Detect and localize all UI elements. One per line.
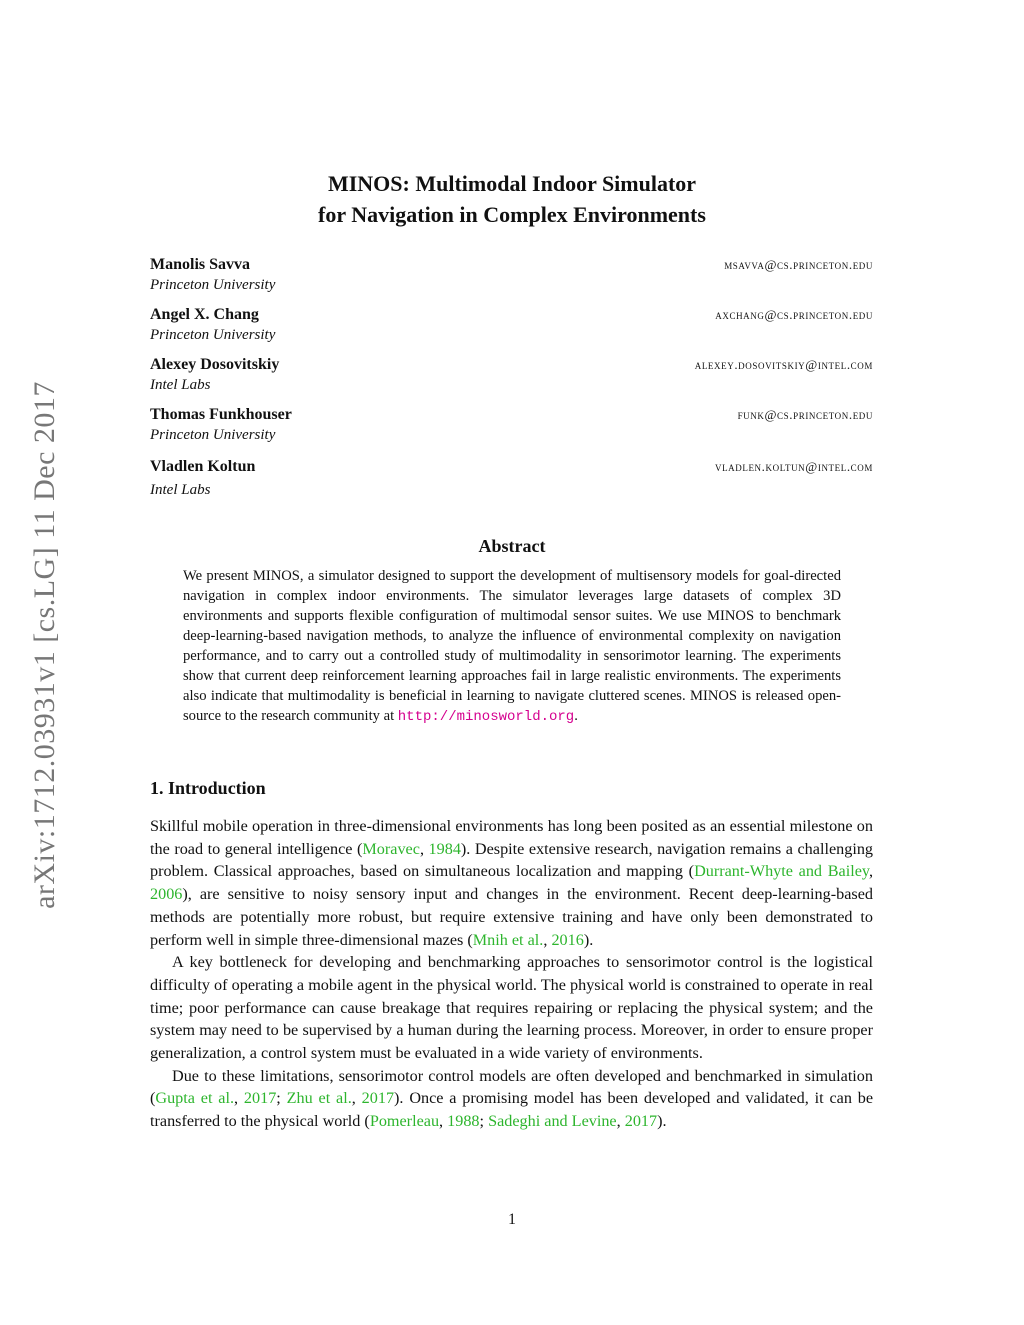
abstract-heading: Abstract [478, 536, 546, 556]
paper-title [0, 168, 1024, 230]
author-email[interactable]: axchang@cs.princeton.edu [715, 307, 873, 322]
author-block [150, 404, 873, 456]
citation-year-link[interactable]: 2017 [361, 1089, 395, 1108]
author-affiliation: Princeton University [150, 277, 276, 293]
citation-link[interactable]: Moravec [362, 839, 420, 858]
citation-link[interactable]: Zhu et al. [286, 1089, 352, 1108]
citation-year-link[interactable]: 1988 [447, 1112, 480, 1131]
citation-link[interactable]: Durrant-Whyte and Bailey [694, 862, 869, 881]
author-affiliation: Intel Labs [150, 482, 211, 498]
abstract-body: We present MINOS, a simulator designed to support the development of multisensory models for goal-directed navigation in complex indoor environments. The simulator leverages large datasets of complex 3D environments and supports flexible configuration of multimodal sensor suites. We use MINOS to benchmark deep-learning-based navigation methods, to analyze the influence of environmental complexity on navigation performance, and to carry out a controlled study of multimodality in sensorimotor learning. The experiments show that current deep reinforcement learning approaches fail in large realistic environments. The experiments also indicate that multimodality is beneficial in learning to navigate cluttered scenes. MINOS is released open-source to the research community at http://minosworld.org. [183, 568, 841, 725]
page-number: 1 [508, 1211, 516, 1228]
section-heading-introduction: 1. Introduction [150, 778, 266, 798]
citation-link[interactable]: Pomerleau [369, 1112, 440, 1131]
author-email[interactable]: funk@cs.princeton.edu [737, 407, 873, 422]
title-line-1: MINOS: Multimodal Indoor Simulator [327, 171, 697, 196]
citation-link[interactable]: Mnih et al. [472, 930, 544, 949]
citation-link[interactable]: Gupta et al. [155, 1089, 235, 1108]
author-email[interactable]: msavva@cs.princeton.edu [724, 257, 873, 272]
paragraph-1: Skillful mobile operation in three-dimensional environments has long been posited as an essential milestone on the road to general intelligence (Moravec, 1984). Despite extensive research, navigation remains a challenging problem. Classical approaches, based on simultaneous localization and mapping (Durrant-Whyte and Bailey, 2006), are sensitive to noisy sensory input and changes in the environment. Recent deep-learning-based methods are potentially more robust, but require extensive training and have only been demonstrated to perform well in simple three-dimensional mazes (Mnih et al., 2016). [150, 817, 874, 949]
citation-link[interactable]: Sadeghi and Levine [488, 1112, 617, 1131]
citation-year-link[interactable]: 2016 [551, 930, 584, 949]
author-affiliation: Princeton University [150, 327, 276, 343]
abstract-text: We present MINOS, a simulator designed to support the development of multisensory models for goal-directed navigation in complex indoor environments. The simulator leverages large datasets of complex 3D environments and supports flexible configuration of multimodal sensor suites. We use MINOS to benchmark deep-learning-based navigation methods, to analyze the influence of environmental complexity on navigation performance, and to carry out a controlled study of multimodality in sensorimotor learning. The experiments show that current deep reinforcement learning approaches fail in large realistic environments. The experiments also indicate that multimodality is beneficial in learning to navigate cluttered scenes. MINOS is released open-source to the research community at [183, 568, 841, 724]
paragraph-3: Due to these limitations, sensorimotor control models are often developed and benchmarked in simulation (Gupta et al., 2017; Zhu et al., 2017). Once a promising model has been developed and validated, it can be transferred to the physical world (Pomerleau, 1988; Sadeghi and Levine, 2017). [150, 1066, 874, 1131]
citation-year-link[interactable]: 1984 [428, 839, 461, 858]
author-name: Manolis Savva [150, 256, 251, 273]
author-name: Thomas Funkhouser [150, 406, 292, 423]
author-block [150, 254, 873, 304]
citation-year-link[interactable]: 2017 [243, 1089, 277, 1108]
author-block [150, 304, 873, 354]
author-name: Angel X. Chang [150, 306, 259, 323]
citation-year-link[interactable]: 2017 [624, 1112, 658, 1131]
author-block [150, 354, 873, 404]
author-email[interactable]: vladlen.koltun@intel.com [714, 459, 873, 474]
project-url-link[interactable]: http://minosworld.org [397, 709, 575, 725]
author-affiliation: Princeton University [150, 427, 276, 443]
introduction-body [150, 815, 873, 1133]
author-email[interactable]: alexey.dosovitskiy@intel.com [694, 357, 873, 372]
citation-year-link[interactable]: 2006 [150, 885, 183, 904]
author-name: Alexey Dosovitskiy [150, 356, 280, 373]
author-block [150, 456, 873, 500]
author-list [150, 254, 873, 500]
arxiv-stamp-text: arXiv:1712.03931v1 [cs.LG] 11 Dec 2017 [28, 381, 61, 909]
author-affiliation: Intel Labs [150, 377, 211, 393]
title-line-2: for Navigation in Complex Environments [318, 202, 706, 227]
author-name: Vladlen Koltun [150, 458, 256, 475]
paragraph-2: A key bottleneck for developing and benchmarking approaches to sensorimotor control is the logistical difficulty of operating a mobile agent in the physical world. The physical world is constrained to operate in real time; poor performance can cause breakage that requires repairing or replacing the physical system; and the system may need to be supervised by a human during the learning process. Moreover, in order to ensure proper generalization, a control system must be evaluated in a wide variety of environments. [150, 953, 873, 1063]
